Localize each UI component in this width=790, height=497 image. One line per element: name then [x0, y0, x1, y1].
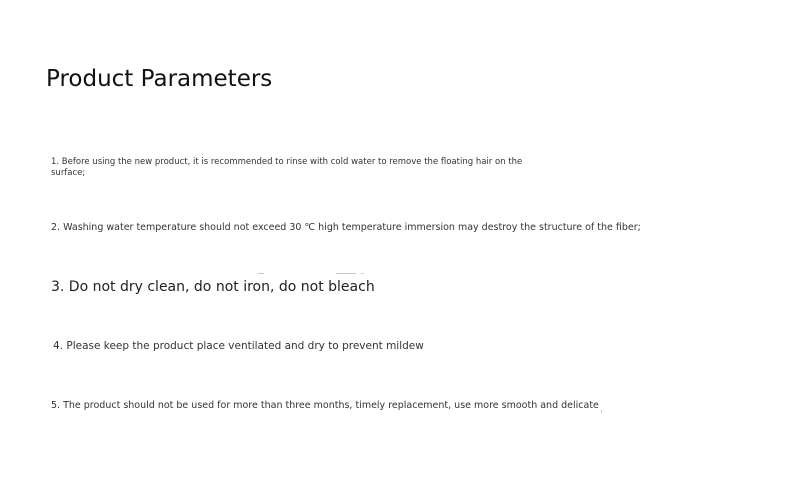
instruction-item-4: 4. Please keep the product place ventilated and dry to prevent mildew	[53, 340, 424, 352]
page-title: Product Parameters	[46, 66, 273, 92]
instruction-item-2: 2. Washing water temperature should not exceed 30 ℃ high temperature immersion may destroy the structure of the fiber;	[51, 222, 641, 233]
instruction-item-1: 1. Before using the new product, it is recommended to rinse with cold water to remove the floating hair on the surface;	[51, 157, 523, 178]
artifact-mark	[361, 273, 364, 274]
artifact-mark	[258, 273, 264, 274]
instruction-item-5: 5. The product should not be used for more than three months, timely replacement, use more smooth and delicate	[51, 400, 599, 411]
instruction-item-3: 3. Do not dry clean, do not iron, do not bleach	[51, 279, 375, 295]
artifact-mark	[601, 410, 602, 413]
artifact-mark	[336, 273, 356, 274]
